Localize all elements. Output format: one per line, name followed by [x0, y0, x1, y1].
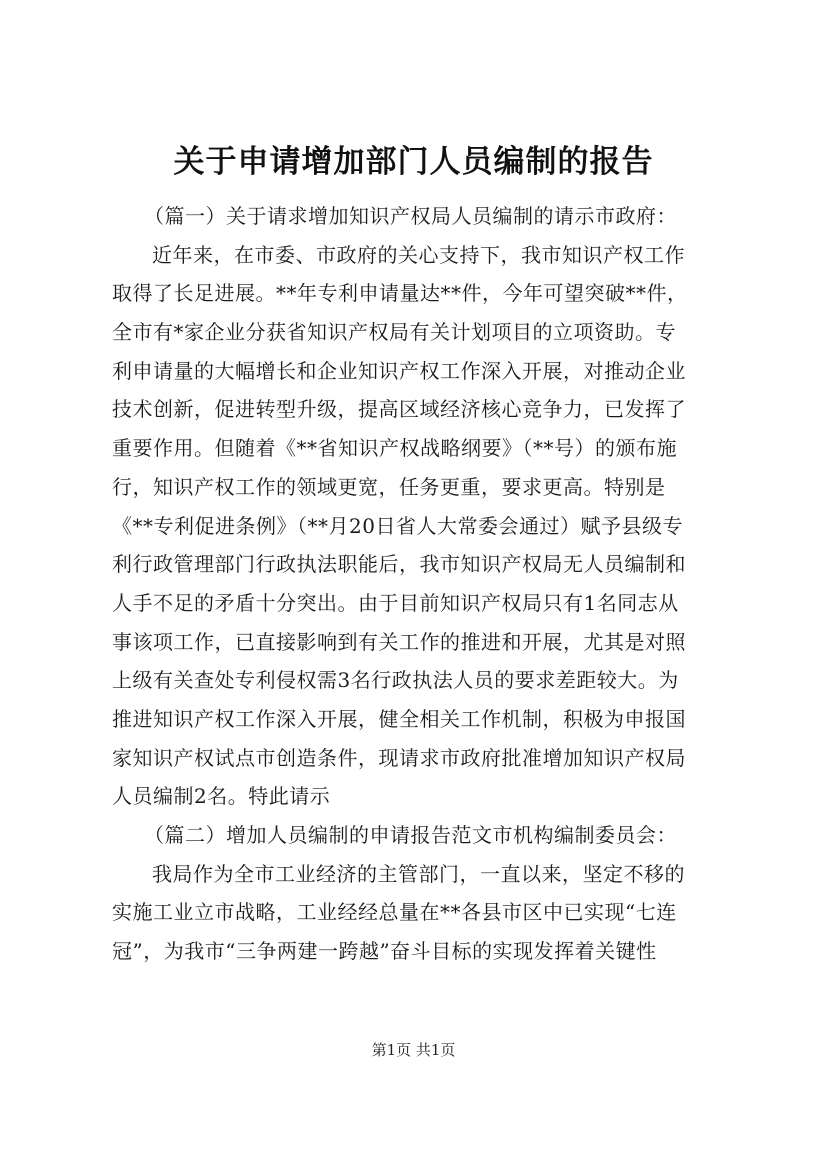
text-line: 行，知识产权工作的领域更宽，任务更重，要求更高。特别是: [112, 474, 666, 499]
text-line: 利申请量的大幅增长和企业知识产权工作深入开展，对推动企业: [112, 358, 686, 383]
text-line: 家知识产权试点市创造条件，现请求市政府批准增加知识产权局: [112, 745, 686, 770]
text-line: 人员编制2名。特此请示: [112, 784, 331, 809]
text-line: 冠”，为我市“三争两建一跨越”奋斗目标的实现发挥着关键性: [112, 939, 657, 964]
text-line: 技术创新，促进转型升级，提高区域经济核心竞争力，已发挥了: [112, 397, 686, 422]
section-heading: （篇一）关于请求增加知识产权局人员编制的请示市政府：: [144, 204, 677, 228]
text-line: 人手不足的矛盾十分突出。由于目前知识产权局只有1名同志从: [112, 590, 679, 615]
section-heading: （篇二）增加人员编制的申请报告范文市机构编制委员会：: [144, 823, 677, 847]
text-line: 全市有*家企业分获省知识产权局有关计划项目的立项资助。专: [112, 320, 676, 345]
text-line: 《**专利促进条例》（**月20日省人大常委会通过）赋予县级专: [112, 513, 683, 538]
text-line: 利行政管理部门行政执法职能后，我市知识产权局无人员编制和: [112, 552, 686, 577]
document-title: 关于申请增加部门人员编制的报告: [173, 144, 654, 180]
text-line: 我局作为全市工业经济的主管部门，一直以来，坚定不移的: [152, 861, 685, 886]
document-body: [112, 197, 724, 971]
text-line: 取得了长足进展。**年专利申请量达**件，今年可望突破**件，: [112, 281, 688, 306]
text-line: 重要作用。但随着《**省知识产权战略纲要》（**号）的颁布施: [112, 436, 677, 461]
text-line: 事该项工作，已直接影响到有关工作的推进和开展，尤其是对照: [112, 629, 686, 654]
text-line: 实施工业立市战略，工业经经总量在**各县市区中已实现“七连: [112, 900, 677, 925]
text-line: 近年来，在市委、市政府的关心支持下，我市知识产权工作: [152, 242, 685, 267]
text-line: 推进知识产权工作深入开展，健全相关工作机制，积极为申报国: [112, 706, 686, 731]
page-footer: 第1页 共1页: [371, 1041, 456, 1059]
text-line: 上级有关查处专利侵权需3名行政执法人员的要求差距较大。为: [112, 668, 679, 693]
